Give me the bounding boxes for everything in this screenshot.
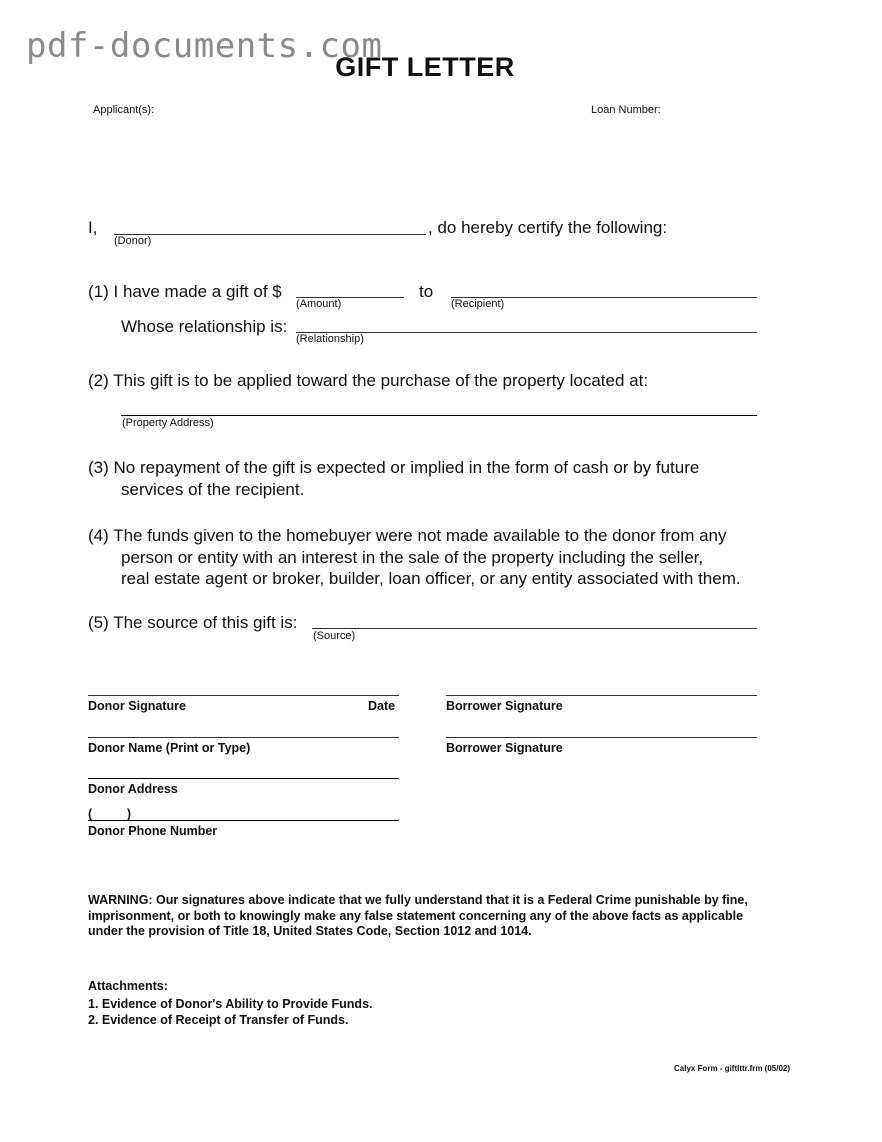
recipient-caption: (Recipient) bbox=[451, 298, 505, 310]
item1-text: (1) I have made a gift of $ bbox=[88, 282, 282, 301]
item2-text: (2) This gift is to be applied toward the purchase of the property located at: bbox=[88, 371, 649, 390]
certify-suffix: , do hereby certify the following: bbox=[428, 218, 668, 237]
amount-caption: (Amount) bbox=[296, 298, 342, 310]
date-label: Date bbox=[368, 699, 396, 713]
source-line[interactable] bbox=[312, 628, 757, 629]
property-address-caption: (Property Address) bbox=[122, 417, 214, 429]
borrower-signature-line-1[interactable] bbox=[446, 695, 757, 696]
property-address-line[interactable] bbox=[121, 415, 757, 416]
donor-address-line[interactable] bbox=[88, 778, 399, 779]
certify-prefix: I, bbox=[88, 218, 98, 237]
donor-phone-line[interactable] bbox=[88, 820, 399, 821]
borrower-signature-line-2[interactable] bbox=[446, 737, 757, 738]
applicants-label: Applicant(s): bbox=[93, 104, 155, 116]
attachment-item-1: 1. Evidence of Donor's Ability to Provide Funds. bbox=[88, 997, 373, 1011]
item4-line1: (4) The funds given to the homebuyer were not made available to the donor from any bbox=[88, 526, 727, 545]
relationship-caption: (Relationship) bbox=[296, 333, 364, 345]
item5-text: (5) The source of this gift is: bbox=[88, 613, 298, 632]
to-text: to bbox=[419, 282, 434, 301]
item4-line3: real estate agent or broker, builder, loan officer, or any entity associated with them. bbox=[121, 569, 741, 588]
donor-line[interactable] bbox=[114, 234, 426, 235]
donor-name-line[interactable] bbox=[88, 737, 399, 738]
page-title: GIFT LETTER bbox=[335, 52, 515, 82]
warning-text: WARNING: Our signatures above indicate that we fully understand that it is a Federal Crime punishable by fine, imprisonment, or both to knowingly make any false statement concerning any of the above facts as applicable under the provision of Title 18, United States Code, Section 1012 and 1014. bbox=[88, 893, 748, 938]
donor-signature-line[interactable] bbox=[88, 695, 399, 696]
donor-signature-label: Donor Signature bbox=[88, 699, 186, 713]
form-footer: Calyx Form - giftlttr.frm (05/02) bbox=[674, 1064, 791, 1073]
borrower-signature-label-2: Borrower Signature bbox=[446, 741, 563, 755]
item3-line1: (3) No repayment of the gift is expected or implied in the form of cash or by future bbox=[88, 458, 700, 477]
item3-line2: services of the recipient. bbox=[121, 480, 305, 499]
phone-area-code: ( ) bbox=[88, 807, 132, 821]
relationship-text: Whose relationship is: bbox=[121, 317, 288, 336]
donor-address-label: Donor Address bbox=[88, 782, 178, 796]
attachments-heading: Attachments: bbox=[88, 979, 168, 993]
attachment-item-2: 2. Evidence of Receipt of Transfer of Funds. bbox=[88, 1013, 349, 1027]
borrower-signature-label-1: Borrower Signature bbox=[446, 699, 563, 713]
donor-name-label: Donor Name (Print or Type) bbox=[88, 741, 251, 755]
loan-number-label: Loan Number: bbox=[591, 104, 661, 116]
source-caption: (Source) bbox=[313, 630, 356, 642]
relationship-line[interactable] bbox=[296, 332, 757, 333]
item4-line2: person or entity with an interest in the sale of the property including the seller, bbox=[121, 548, 704, 567]
watermark: pdf-documents.com bbox=[26, 26, 383, 66]
donor-caption: (Donor) bbox=[114, 235, 152, 247]
donor-phone-label: Donor Phone Number bbox=[88, 824, 218, 838]
